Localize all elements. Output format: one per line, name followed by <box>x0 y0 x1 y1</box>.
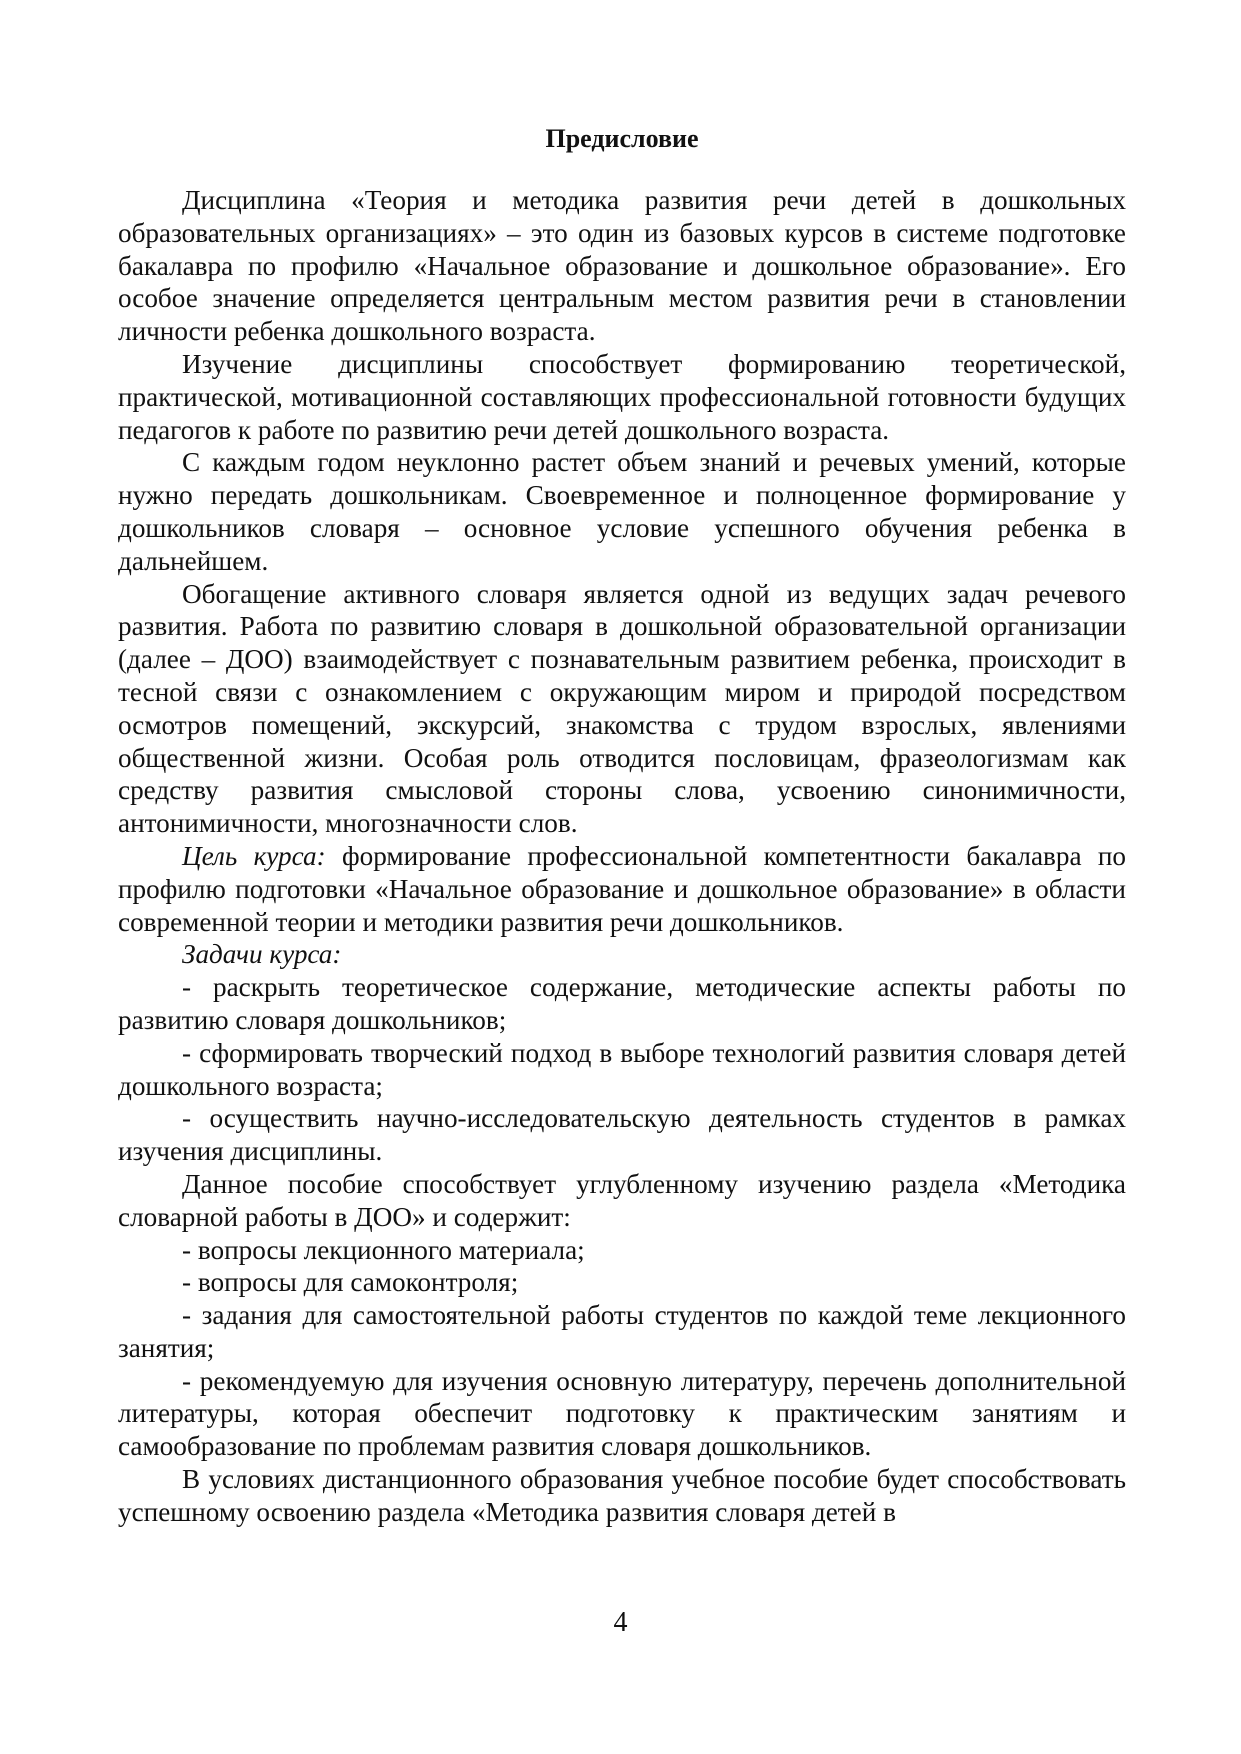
paragraph-distance <box>118 1463 1126 1529</box>
list-item-contents-2 <box>118 1266 1126 1299</box>
paragraph-text: - сформировать творческий подход в выборе технологий развития словаря детей дошкольного возраста; <box>118 1037 1126 1101</box>
paragraph-text: Дисциплина «Теория и методика развития речи детей в дошкольных образовательных организациях» – это один из базовых курсов в системе подготовке бакалавра по профилю «Начальное образование и дошкольное образование». Его особое значение определяется центральным местом развития речи в становлении личности ребенка дошкольного возраста. <box>118 185 1126 347</box>
list-item-task-2 <box>118 1037 1126 1103</box>
paragraph-study <box>118 348 1126 446</box>
page-content <box>118 104 1126 1529</box>
page-title: Предисловие <box>545 124 699 153</box>
paragraph-text: Изучение дисциплины способствует формированию теоретической, практической, мотивационной составляющих профессиональной готовности будущих педагогов к работе по развитию речи детей дошкольного возраста. <box>118 348 1126 445</box>
body-text <box>118 184 1126 1529</box>
list-item-contents-3 <box>118 1299 1126 1365</box>
paragraph-text: В условиях дистанционного образования учебное пособие будет способствовать успешному освоению раздела «Методика развития словаря детей в <box>118 1464 1126 1527</box>
paragraph-text: Данное пособие способствует углубленному изучению раздела «Методика словарной работы в ДОО» и содержит: <box>118 1168 1126 1232</box>
paragraph-text: - раскрыть теоретическое содержание, методические аспекты работы по развитию словаря дошкольников; <box>118 972 1126 1035</box>
paragraph-text: - вопросы лекционного материала; <box>182 1234 585 1265</box>
page-number: 4 <box>613 1607 628 1638</box>
list-item-contents-1 <box>118 1234 1126 1267</box>
course-tasks-label: Задачи курса: <box>182 939 342 970</box>
paragraph-text: - осуществить научно-исследовательскую деятельность студентов в рамках изучения дисциплины. <box>118 1103 1126 1167</box>
course-goal-label: Цель курса: <box>182 840 326 871</box>
paragraph-course-tasks <box>118 938 1126 971</box>
list-item-task-1 <box>118 971 1126 1037</box>
paragraph-text: - задания для самостоятельной работы студентов по каждой теме лекционного занятия; <box>118 1300 1126 1363</box>
paragraph-course-goal <box>118 840 1126 938</box>
paragraph-manual <box>118 1168 1126 1234</box>
paragraph-intro <box>118 184 1126 348</box>
paragraph-text: - рекомендуемую для изучения основную литературу, перечень дополнительной литературы, которая обеспечит подготовку к практическим занятиям и самообразование по проблемам развития словаря дошкольников. <box>118 1365 1126 1462</box>
paragraph-text: Обогащение активного словаря является одной из ведущих задач речевого развития. Работа по развитию словаря в дошкольной образовательной организации (далее – ДОО) взаимодействует с познавательным развитием ребенка, происходит в тесной связи с ознакомлением с окружающим миром и природой посредством осмотров помещений, экскурсий, знакомства с трудом взрослых, явлениями общественной жизни. Особая роль отводится пословицам, фразеологизмам как средству развития смысловой стороны слова, усвоению синонимичности, антонимичности, многозначности слов. <box>118 578 1126 839</box>
paragraph-text: - вопросы для самоконтроля; <box>182 1267 519 1298</box>
list-item-contents-4 <box>118 1365 1126 1463</box>
list-item-task-3 <box>118 1102 1126 1168</box>
paragraph-growth <box>118 446 1126 577</box>
paragraph-text: формирование профессиональной компетентности бакалавра по профилю подготовки «Начальное образование и дошкольное образование» в области современной теории и методики развития речи дошкольников. <box>118 840 1126 937</box>
paragraph-text: С каждым годом неуклонно растет объем знаний и речевых умений, которые нужно передать дошкольникам. Своевременное и полноценное формирование у дошкольников словаря – основное условие успешного обучения ребенка в дальнейшем. <box>118 447 1126 576</box>
paragraph-enrichment <box>118 578 1126 840</box>
